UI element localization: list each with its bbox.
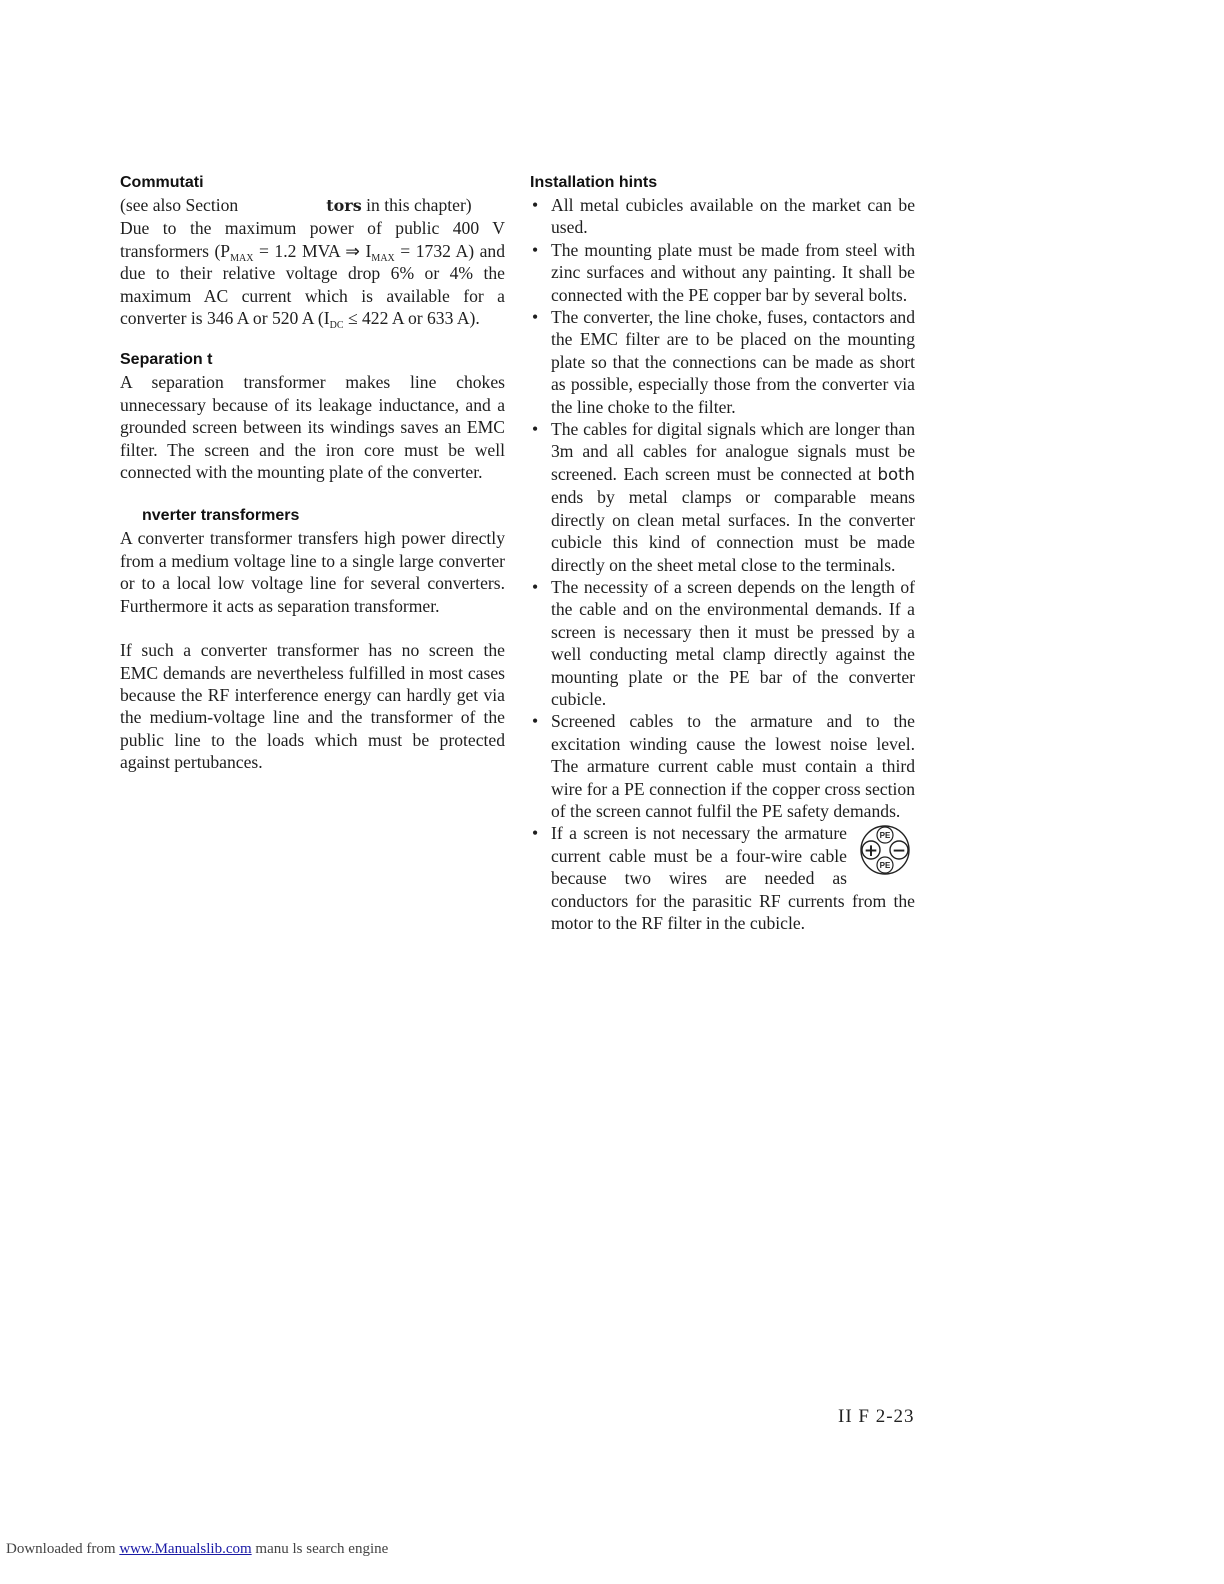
footer-prefix: Downloaded from <box>6 1541 120 1557</box>
hint-item <box>530 822 915 934</box>
see-also-text-end: in this chapter) <box>361 195 472 215</box>
commutation-paragraph <box>120 217 505 332</box>
hint-item: • The necessity of a screen depends on the length of the cable and on the environmental demands. If a screen is necessary then it must be pressed by a well conducting metal clamp directly against the mounting plate or the PE bar of the converter cubicle. <box>530 576 915 710</box>
subscript-dc: DC <box>329 320 344 332</box>
hint-item: • The mounting plate must be made from steel with zinc surfaces and without any painting. It shall be connected with the PE copper bar by several bolts. <box>530 239 915 306</box>
subscript-max-1: MAX <box>230 252 254 264</box>
page-number: II F 2-23 <box>838 1406 915 1427</box>
manualslib-link[interactable]: www.Manualslib.com <box>119 1541 252 1557</box>
separation-paragraph: A separation transformer makes line chokes unnecessary because of its leakage inductance, and a grounded screen between its windings saves an EMC filter. The screen and the iron core must be well connected with the mounting plate of the converter. <box>120 372 505 483</box>
commutation-text-d: ≤ 422 A or 633 A). <box>343 308 480 329</box>
converter-transformers-heading: nverter transformers <box>142 507 300 525</box>
pe-bottom-label: PE <box>879 861 891 871</box>
commutation-see-also <box>120 194 505 217</box>
plus-label: + <box>863 841 879 862</box>
footer-suffix: manu ls search engine <box>251 1541 389 1557</box>
commutation-text-b: = 1.2 MVA ⇒ I <box>253 240 372 261</box>
installation-hints-heading: Installation hints <box>530 174 658 191</box>
pe-top-label: • PE <box>879 831 891 841</box>
hint-text: If a screen is not necessary the armature current cable must be a four-wire cable because two wires are needed as conductors for the parasitic RF currents from the motor to the RF filter in the cubicle. <box>551 823 915 933</box>
commutation-text-a: Due to the maximum power of public 400 V transformers (P <box>120 218 505 261</box>
see-also-text: (see also Section <box>120 195 239 215</box>
hint-text: The cables for digital signals which are longer than 3m and all cables for analogue signals must be screened. Each screen must be connected at <box>551 419 915 484</box>
converter-transformers-paragraph-2: If such a converter transformer has no screen the EMC demands are nevertheless fulfilled in most cases because the RF interference energy can hardly get via the medium-voltage line and the transformer of the public line to the loads which must be protected against pertubances. <box>120 640 505 773</box>
hint-text: ends by metal clamps or comparable means directly on clean metal surfaces. In the converter cubicle this kind of connection must be made directly on the sheet metal close to the terminals. <box>551 487 915 575</box>
four-wire-cable-cross-section-icon <box>855 822 915 878</box>
separation-heading: Separation t <box>120 351 213 369</box>
hint-item: • Screened cables to the armature and to the excitation winding cause the lowest noise level. The armature current cable must contain a third wire for a PE connection if the copper cross section of the screen cannot fulfil the PE safety demands. <box>530 710 915 822</box>
commutation-text-c: = 1732 A) and due to their relative voltage drop 6% or 4% the maximum AC current which is available for a converter is 346 A or 520 A (I <box>120 240 505 329</box>
hint-emphasis-both: both <box>877 464 915 484</box>
hint-item: • All metal cubicles available on the market can be used. <box>530 194 915 239</box>
see-also-bold: tors <box>326 196 362 215</box>
left-column <box>120 172 505 774</box>
converter-transformers-paragraph-1: A converter transformer transfers high power directly from a medium voltage line to a single large converter or to a local low voltage line for several converters. Furthermore it acts as separation transformer. <box>120 528 505 616</box>
hint-item <box>530 418 915 576</box>
installation-hints-list <box>530 194 915 934</box>
download-footer <box>6 1541 388 1558</box>
subscript-max-2: MAX <box>371 252 395 264</box>
right-column <box>530 172 915 934</box>
minus-label: − <box>891 841 907 862</box>
commutation-heading: Commutati <box>120 174 204 191</box>
hint-item: • The converter, the line choke, fuses, contactors and the EMC filter are to be placed on the mounting plate so that the connections can be made as short as possible, especially those from the converter via the line choke to the filter. <box>530 306 915 418</box>
